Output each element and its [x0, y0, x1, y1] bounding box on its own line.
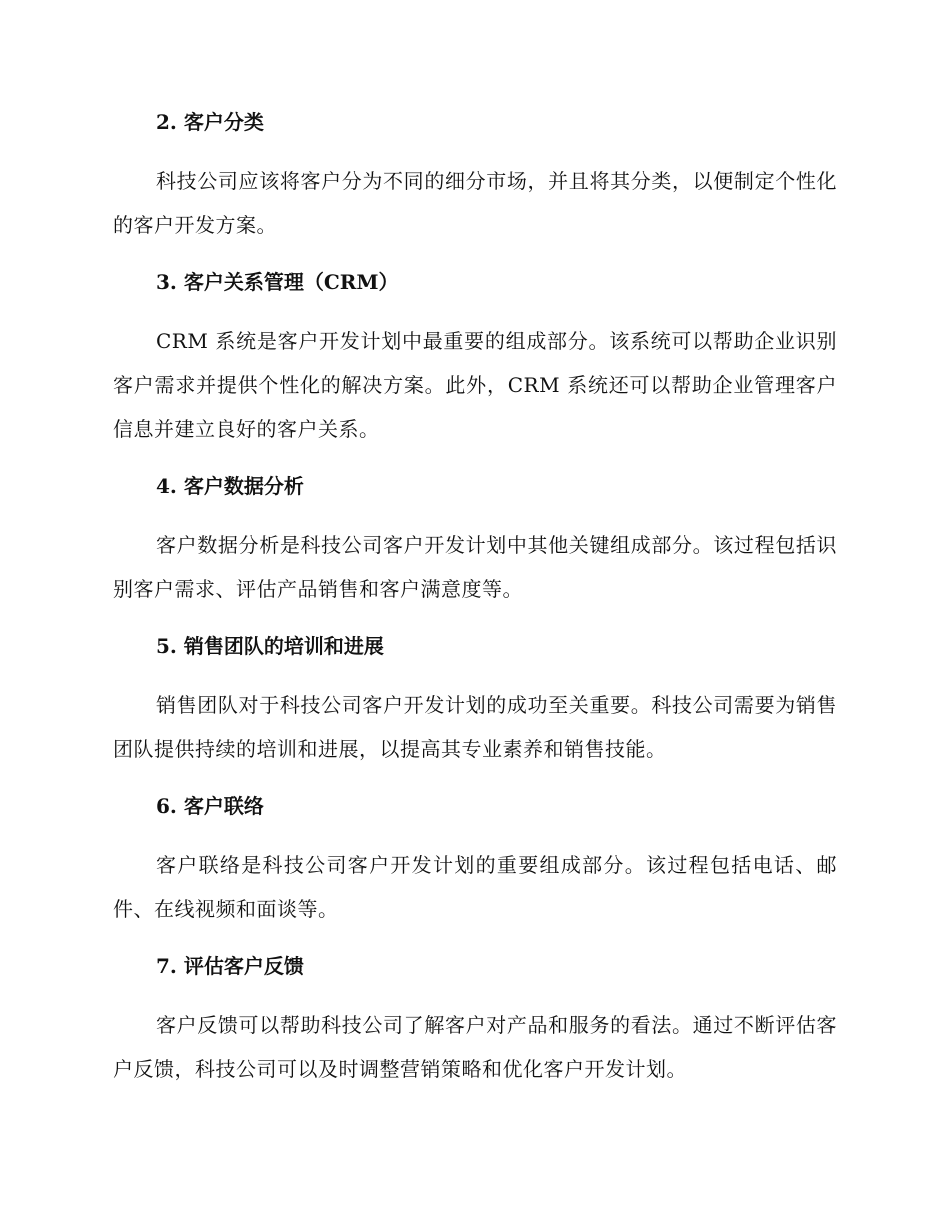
section-heading: 2. 客户分类 [156, 110, 264, 134]
section-customer-classification [113, 108, 837, 247]
section-heading: 3. 客户关系管理（CRM） [156, 270, 399, 294]
section-customer-contact [113, 792, 837, 931]
section-crm [113, 268, 837, 451]
section-paragraph: 客户联络是科技公司客户开发计划的重要组成部分。该过程包括电话、邮件、在线视频和面谈等。 [113, 853, 837, 921]
section-paragraph: CRM 系统是客户开发计划中最重要的组成部分。该系统可以帮助企业识别客户需求并提供个性化的解决方案。此外，CRM 系统还可以帮助企业管理客户信息并建立良好的客户关系。 [113, 329, 837, 441]
section-paragraph: 销售团队对于科技公司客户开发计划的成功至关重要。科技公司需要为销售团队提供持续的培训和进展，以提高其专业素养和销售技能。 [113, 693, 837, 761]
section-sales-training [113, 632, 837, 771]
section-paragraph: 客户数据分析是科技公司客户开发计划中其他关键组成部分。该过程包括识别客户需求、评估产品销售和客户满意度等。 [113, 533, 837, 601]
section-data-analysis [113, 472, 837, 611]
section-heading: 5. 销售团队的培训和进展 [156, 634, 384, 658]
section-heading: 6. 客户联络 [156, 794, 264, 818]
section-heading: 4. 客户数据分析 [156, 474, 304, 498]
section-paragraph: 客户反馈可以帮助科技公司了解客户对产品和服务的看法。通过不断评估客户反馈，科技公司可以及时调整营销策略和优化客户开发计划。 [113, 1013, 837, 1081]
document-body [113, 108, 837, 1112]
section-paragraph: 科技公司应该将客户分为不同的细分市场，并且将其分类，以便制定个性化的客户开发方案。 [113, 169, 837, 237]
section-feedback-evaluation [113, 952, 837, 1091]
section-heading: 7. 评估客户反馈 [156, 954, 304, 978]
